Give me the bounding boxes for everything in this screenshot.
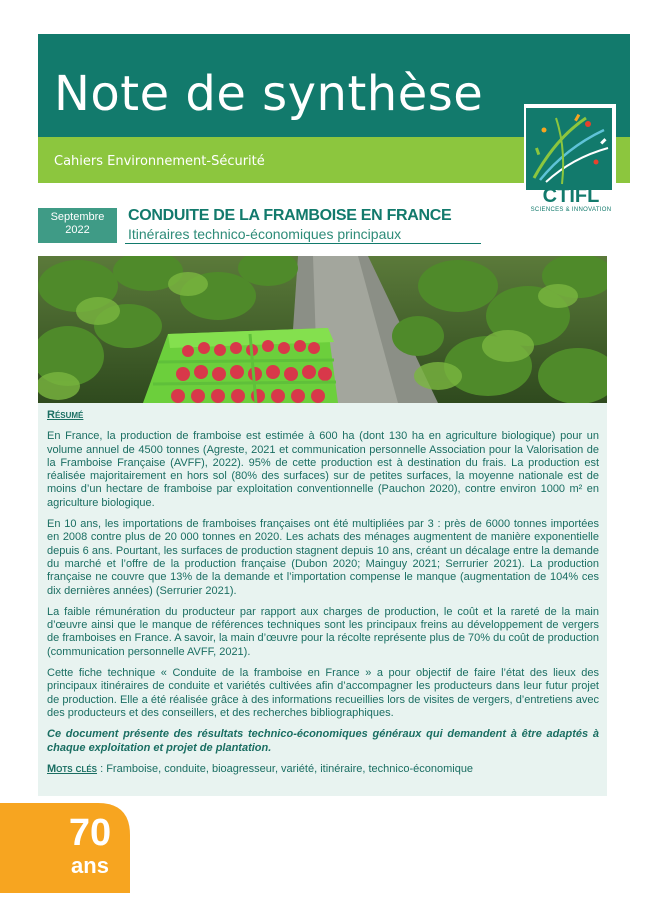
date-box <box>38 208 117 243</box>
raspberry-field-photo <box>38 256 607 403</box>
series-name: Cahiers Environnement-Sécurité <box>54 154 265 169</box>
summary-paragraph: Cette fiche technique « Conduite de la framboise en France » a pour objectif de faire l’état des lieux des principaux itinéraires de conduite et variétés cultivées afin d’accompagner les producteurs dans leur futur projet de production. Elle a été réalisée grâce à des informations recueillies lors de visites de vergers, d’entretiens avec des producteurs et des conseillers, et des recherches bibliographiques. <box>47 667 599 719</box>
summary-paragraph: La faible rémunération du producteur par rapport aux charges de production, le coût et la rareté de la main d’œuvre ainsi que le manque de références techniques sont les principaux freins au développement de vergers de framboises en France. A savoir, la main d’œuvre pour la récolte représente plus de 70% du coût de production (communication personnelle AVFF, 2021). <box>47 605 599 658</box>
document-subtitle: Itinéraires technico-économiques principaux <box>128 226 402 242</box>
badge-word: ans <box>71 853 109 878</box>
keywords-label: Mots clés <box>47 762 98 775</box>
anniversary-badge-icon <box>0 803 130 893</box>
page-title: Note de synthèse <box>54 66 484 122</box>
keywords-list: Framboise, conduite, bioagresseur, variété, itinéraire, technico-économique <box>106 762 474 775</box>
title-divider <box>125 243 481 244</box>
logo-tagline: SCIENCES & INNOVATION <box>530 207 612 213</box>
ctifl-logo-icon <box>526 108 612 190</box>
summary-disclaimer: Ce document présente des résultats technico-économiques généraux qui demandent à être adaptés à chaque exploitation et projet de plantation. <box>47 728 599 754</box>
summary-paragraph: En France, la production de framboise est estimée à 600 ha (dont 130 ha en agriculture biologique) pour un volume annuel de 4500 tonnes (Agreste, 2021 et communication personnelle Association pour la Valorisation de la Framboise Française (AVFF), 2022). 95% de cette production est à destination du frais. La production est réalisée majoritairement en hors sol (80% des surfaces) sur de petites surfaces, la moyenne nationale est de moins d’un hectare de framboise par exploitation conventionnelle (Pauchon 2020), contre environ 1000 m² en agriculture biologique. <box>47 430 599 509</box>
summary-paragraph: En 10 ans, les importations de framboises françaises ont été multipliées par 3 : près de 6000 tonnes importées en 2008 contre plus de 20 000 tonnes en 2020. Les achats des ménages augmentent de manière exponentielle depuis 6 ans. Pourtant, les surfaces de production stagnent depuis 10 ans, créant un décalage entre la demande du marché et l’offre de la production française (Dubon 2020; Mainguy 2021; Serrurier 2021). La production française ne couvre que 13% de la demande et l’importation compense le manque (augmentation de 104% ces dix dernières années) (Serrurier 2021). <box>47 518 599 597</box>
document-title: CONDUITE DE LA FRAMBOISE EN FRANCE <box>128 207 452 224</box>
date-month: Septembre <box>50 211 105 223</box>
keywords-separator: : <box>97 762 107 775</box>
badge-number: 70 <box>68 812 112 854</box>
logo-wordmark: CTIFL <box>542 185 600 207</box>
summary-heading: Résumé <box>47 409 84 421</box>
date-year: 2022 <box>65 224 90 236</box>
keywords-line <box>47 763 599 776</box>
summary-box <box>38 403 607 796</box>
